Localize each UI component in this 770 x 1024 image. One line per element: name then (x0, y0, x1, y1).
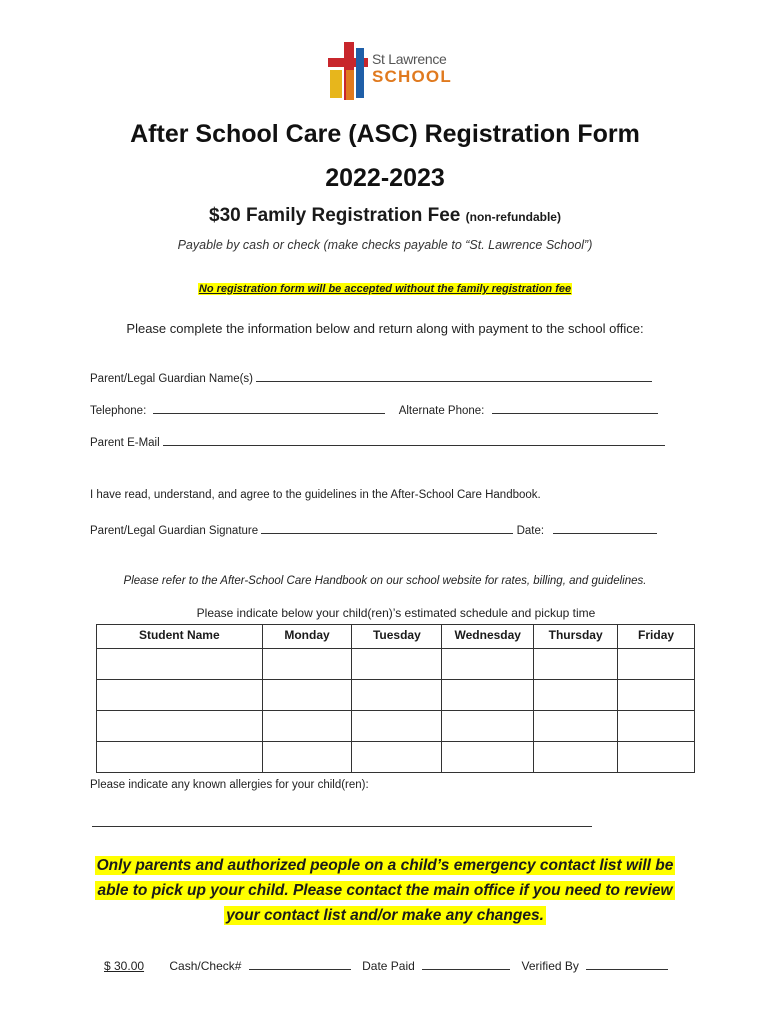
school-year: 2022-2023 (325, 164, 445, 192)
phone-row (90, 402, 658, 417)
alt-phone-field[interactable] (492, 402, 658, 414)
student-name-cell[interactable] (97, 711, 263, 742)
wednesday-cell[interactable] (442, 649, 534, 680)
monday-cell[interactable] (262, 680, 352, 711)
tuesday-cell[interactable] (352, 742, 442, 773)
schedule-header-row (97, 625, 695, 649)
thursday-cell[interactable] (534, 711, 618, 742)
guardian-name-row (90, 370, 652, 385)
agreement-text: I have read, understand, and agree to the guidelines in the After-School Care Handbook. (90, 489, 541, 501)
pickup-notice (0, 853, 770, 928)
thursday-cell[interactable] (534, 649, 618, 680)
fee-amount: $ 30.00 (104, 959, 145, 973)
fee-warning-text: No registration form will be accepted without the family registration fee (198, 283, 572, 295)
table-row (97, 649, 695, 680)
friday-cell[interactable] (618, 680, 695, 711)
date-paid-label: Date Paid (362, 959, 415, 973)
friday-cell[interactable] (618, 742, 695, 773)
handbook-reference: Please refer to the After-School Care Handbook on our school website for rates, billing, and guidelines. (123, 575, 647, 587)
logo-line2: SCHOOL (372, 67, 452, 86)
signature-row (90, 522, 657, 537)
schedule-table (96, 624, 695, 773)
logo-wordmark (372, 52, 452, 85)
fee-label: $30 Family Registration Fee (209, 205, 461, 226)
col-tuesday: Tuesday (352, 625, 442, 649)
col-student-name: Student Name (97, 625, 263, 649)
col-thursday: Thursday (534, 625, 618, 649)
fee-note: (non-refundable) (465, 210, 561, 224)
payment-instructions: Payable by cash or check (make checks payable to “St. Lawrence School”) (177, 238, 593, 252)
verified-by-field[interactable] (586, 958, 668, 970)
cash-check-field[interactable] (249, 958, 351, 970)
col-friday: Friday (618, 625, 695, 649)
student-name-cell[interactable] (97, 649, 263, 680)
guardian-name-field[interactable] (256, 370, 652, 382)
wednesday-cell[interactable] (442, 742, 534, 773)
email-field[interactable] (163, 434, 665, 446)
form-title: After School Care (ASC) Registration Form (130, 120, 640, 148)
wednesday-cell[interactable] (442, 711, 534, 742)
email-row (90, 434, 665, 449)
fee-warning (0, 279, 770, 297)
form-instructions: Please complete the information below and return along with payment to the school office: (126, 321, 644, 336)
monday-cell[interactable] (262, 742, 352, 773)
student-name-cell[interactable] (97, 742, 263, 773)
col-monday: Monday (262, 625, 352, 649)
cross-logo-icon (326, 40, 376, 102)
allergies-field[interactable] (92, 826, 592, 827)
friday-cell[interactable] (618, 649, 695, 680)
telephone-label: Telephone: (90, 405, 147, 417)
table-row (97, 711, 695, 742)
monday-cell[interactable] (262, 711, 352, 742)
thursday-cell[interactable] (534, 680, 618, 711)
wednesday-cell[interactable] (442, 680, 534, 711)
guardian-name-label: Parent/Legal Guardian Name(s) (90, 373, 253, 385)
notice-line3: your contact list and/or make any changes. (226, 907, 544, 924)
tuesday-cell[interactable] (352, 680, 442, 711)
schedule-caption: Please indicate below your child(ren)’s estimated schedule and pickup time (196, 606, 596, 620)
logo-line1: St Lawrence (372, 51, 447, 67)
signature-field[interactable] (261, 522, 513, 534)
date-field[interactable] (553, 522, 657, 534)
tuesday-cell[interactable] (352, 711, 442, 742)
monday-cell[interactable] (262, 649, 352, 680)
date-paid-field[interactable] (422, 958, 510, 970)
cash-check-label: Cash/Check# (169, 959, 242, 973)
signature-label: Parent/Legal Guardian Signature (90, 525, 259, 537)
col-wednesday: Wednesday (442, 625, 534, 649)
telephone-field[interactable] (153, 402, 385, 414)
tuesday-cell[interactable] (352, 649, 442, 680)
verified-by-label: Verified By (521, 959, 579, 973)
notice-line2: able to pick up your child. Please contact the main office if you need to review (97, 882, 673, 899)
friday-cell[interactable] (618, 711, 695, 742)
email-label: Parent E-Mail (90, 437, 160, 449)
table-row (97, 680, 695, 711)
notice-line1: Only parents and authorized people on a child’s emergency contact list will be (96, 857, 674, 874)
table-row (97, 742, 695, 773)
allergies-label: Please indicate any known allergies for your child(ren): (90, 779, 369, 791)
alt-phone-label: Alternate Phone: (398, 405, 485, 417)
thursday-cell[interactable] (534, 742, 618, 773)
student-name-cell[interactable] (97, 680, 263, 711)
date-label: Date: (516, 525, 545, 537)
registration-fee (0, 205, 770, 227)
office-use-row (104, 958, 668, 973)
